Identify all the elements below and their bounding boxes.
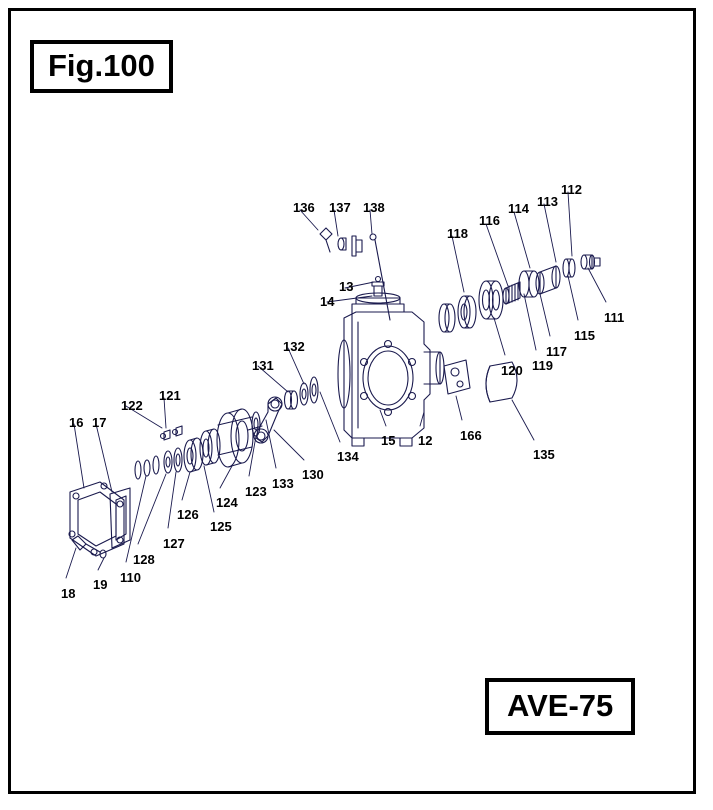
figure-label: Fig.100 [30, 40, 173, 93]
callout-122: 122 [121, 398, 143, 413]
model-label: AVE-75 [485, 678, 635, 735]
callout-121: 121 [159, 388, 181, 403]
callout-131: 131 [252, 358, 274, 373]
callout-120: 120 [501, 363, 523, 378]
callout-123: 123 [245, 484, 267, 499]
callout-117: 117 [546, 344, 567, 359]
callout-138: 138 [363, 200, 385, 215]
callout-18: 18 [61, 586, 76, 601]
callout-15: 15 [381, 433, 396, 448]
left-cover-assembly [69, 482, 130, 556]
callout-137: 137 [329, 200, 351, 215]
callout-127: 127 [163, 536, 185, 551]
callout-116: 116 [479, 213, 500, 228]
callout-134: 134 [337, 449, 359, 464]
callout-115: 115 [574, 328, 595, 343]
callout-135: 135 [533, 447, 555, 462]
callout-13: 13 [339, 279, 354, 294]
parts-18-19 [72, 536, 106, 558]
callout-126: 126 [177, 507, 199, 522]
callout-133: 133 [272, 476, 294, 491]
callout-128: 128 [133, 552, 155, 567]
parts-121-128 [135, 426, 220, 479]
callout-110: 110 [120, 570, 141, 585]
callout-111: 111 [604, 310, 625, 325]
crankshaft-assembly [217, 377, 318, 467]
callout-112: 112 [561, 182, 582, 197]
callout-16: 16 [69, 415, 84, 430]
callout-119: 119 [532, 358, 553, 373]
callout-125: 125 [210, 519, 232, 534]
callout-12: 12 [418, 433, 433, 448]
callout-130: 130 [302, 467, 324, 482]
parts-111-120-shaft-assembly [439, 255, 600, 332]
callout-113: 113 [537, 194, 558, 209]
crankcase-body [338, 293, 444, 446]
callout-114: 114 [508, 201, 529, 216]
leader-lines [66, 192, 606, 578]
callout-136: 136 [293, 200, 315, 215]
callout-118: 118 [447, 226, 468, 241]
callout-14: 14 [320, 294, 335, 309]
callout-132: 132 [283, 339, 305, 354]
callout-124: 124 [216, 495, 238, 510]
callout-19: 19 [93, 577, 108, 592]
callout-166: 166 [460, 428, 482, 443]
callout-17: 17 [92, 415, 107, 430]
